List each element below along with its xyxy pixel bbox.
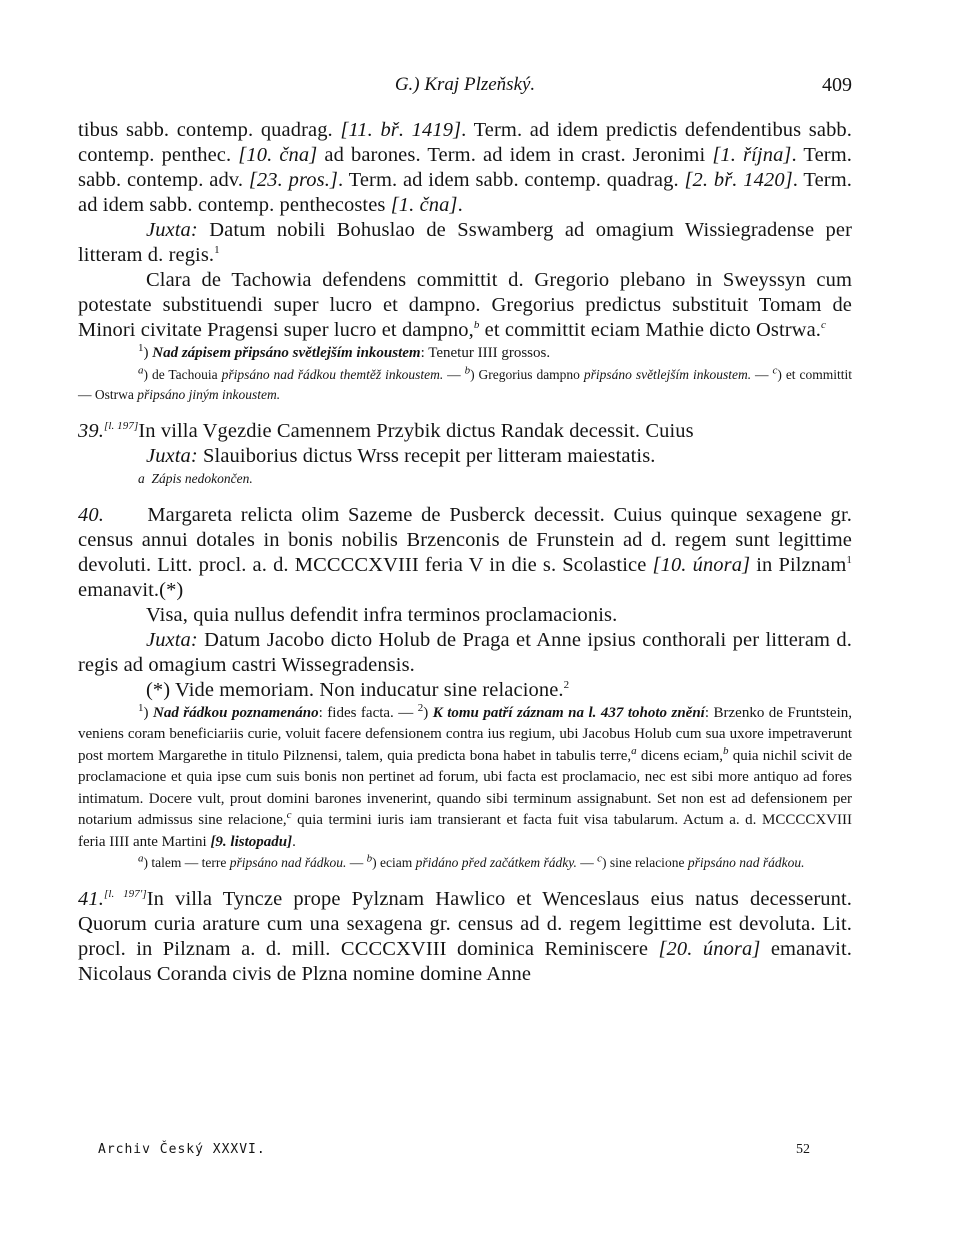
main-text <box>78 118 852 987</box>
text-span: Datum Jacobo dicto Holub de Praga et Anne ipsius conthorali per litteram d. regis ad omagium castri Wissegradensis. <box>78 628 852 676</box>
note-remark: přidáno před začátkem řádky. <box>415 855 577 870</box>
note-mark: a <box>138 852 144 865</box>
footnote-text: quia termini iuris iam transierant et facta fuit visa tabularum. Actum a. d. MCCCCXVIII feria IIII ante Martini <box>78 812 852 850</box>
footnote-text: . <box>292 833 296 850</box>
entry-40-memoriam <box>78 678 852 703</box>
text-span: Clara de Tachowia defendens committit d. Gregorio plebano in Sweyssyn cum potestate substituendi super lucro et dampno. Gregorius predictus substituit Tomam de Minori civitate Pragensi super lucro et dampno, <box>78 269 852 341</box>
date-annotation: [2. bř. 1420] <box>684 169 793 191</box>
footnotes-entry-40: $^1$) Nad řádkou poznamenáno: fides facta. — $^2$) K tomu patří záznam na l. 437 tohoto znění: Brzenko de Fruntstein, veniens coram beneficiariis curie, voluit facere defensionem contra ius regium, ubi Jacobus Holub cum sua uxore impetraverunt post mortem Margarethe in titulo Pilznensi, talem, quia predicta bona habet in tabulis terre,$^a$ dicens eciam,$^b$ quia nichil scivit de proclamacione et quia ipse cum suis bonis non pertinet ad forum, ubi facta est proclamacio, nec est sibi more antiquo ad fores intimatum. Docere vult, prout domini barones invenerint, quando sibi terminum assignabunt. Set non est ad defensionem per notarium admissus sine relacione,$^c$ quia termini iuris iam transierant et facta fuit visa tabularum. Actum a. d. MCCCCXVIII feria IIII ante Martini [9. listopadu]. <box>78 701 853 850</box>
juxta-paragraph <box>78 218 852 268</box>
note-mark: b <box>366 852 373 865</box>
textual-notes-40: $^a$) talem — terre připsáno nad řádkou. — $^b$) eciam přidáno před začátkem řádky. — $^c$) sine relacione připsáno nad řádkou. <box>138 852 805 870</box>
date-annotation: [1. října] <box>712 144 792 166</box>
footnote-text: quia nichil scivit de proclamacione et quia ipse cum suis bonis non pertinet ad forum, ubi facta est proclamacio, nec est sibi more antiquo ad fores intimatum. Docere vult, prout domini barones invenerint, quando sibi terminum assignabunt. Set non est ad defensionem per notarium admissus sine relacione, <box>78 747 853 828</box>
note-mark: c <box>772 364 778 376</box>
note-mark: b <box>723 744 729 757</box>
note-mark: b <box>464 364 471 376</box>
signature-number: 52 <box>796 1142 810 1157</box>
running-header <box>78 74 852 102</box>
text-span: . Term. sabb. contemp. adv. <box>78 144 852 191</box>
note-text: de Tachouia <box>148 366 222 382</box>
text-span: et committit eciam Mathie dicto Ostrwa. <box>479 319 822 341</box>
footnote-text: : Tenetur IIII grossos. <box>420 345 551 361</box>
text-span: . Term. ad idem sabb. contemp. penthecostes <box>78 169 852 216</box>
entry-number: 39. <box>78 419 104 442</box>
date-annotation: [10. února] <box>652 553 751 576</box>
entry-text: In villa Tyncze prope Pylznam Hawlico et Wenceslaus eius natus decesserunt. Quorum curia arature cum una sexagena gr. census ad d. regem legittime est devoluta. Lit. procl. in Pilznam a. d. mill. CCCCXVIII dominica Reminiscere <box>78 888 852 960</box>
entry-number: 40. <box>78 503 104 526</box>
entry-text: Margareta relicta olim Sazeme de Pusberck decessit. Cuius quinque sexagene gr. census annui dotales in bonis nobilis Brzenconis de Frunstein ad d. regem sunt legittime devoluti. Litt. procl. a. d. MCCCCXVIII feria V in die s. Scolastice <box>78 503 852 576</box>
note-text: Gregorius dampno <box>474 366 584 382</box>
footnote-ref: b <box>473 319 480 332</box>
text-span: ad barones. Term. ad idem in crast. Jeronimi <box>317 144 713 166</box>
clara-paragraph <box>78 268 852 343</box>
footnote-text: dicens eciam, <box>636 747 723 764</box>
entry-text: emanavit. Nicolaus Coranda civis de Plzna nomine domine Anne <box>78 938 852 985</box>
entry-39-juxta <box>78 444 852 469</box>
note-remark: připsáno nad řádkou. <box>687 855 805 870</box>
footnote-number: 1 <box>138 342 144 354</box>
entry-text: emanavit.(*) <box>78 578 184 601</box>
footnote-ref: c <box>821 319 826 332</box>
text-span: . Term. ad idem sabb. contemp. quadrag. <box>338 169 685 191</box>
entry-40 <box>78 503 852 603</box>
note-remark: připsáno jiným inkoustem. <box>137 386 281 402</box>
text-span: Datum nobili Bohuslao de Sswamberg ad omagium Wissiegradense per litteram d. regis. <box>78 219 852 266</box>
text-span: (*) Vide memoriam. Non inducatur sine relacione. <box>146 678 564 701</box>
note-text: et committit — Ostrwa <box>78 366 852 402</box>
text-span: Visa, quia nullus defendit infra terminos proclamacionis. <box>146 603 618 626</box>
date-annotation: [11. bř. 1419] <box>340 119 462 141</box>
note-mark: a <box>138 470 145 486</box>
footnote-label: K tomu patří záznam na l. 437 tohoto znění <box>432 704 705 721</box>
footnote-ref: 1 <box>214 244 220 257</box>
footnote-label: Nad zápisem připsáno světlejším inkoustem <box>152 345 421 361</box>
running-title: G.) Kraj Plzeňský. <box>394 74 536 95</box>
footnote-1: $^1$) Nad zápisem připsáno světlejším inkoustem: Tenetur IIII grossos. <box>138 342 551 361</box>
note-remark: připsáno světlejším inkoustem. <box>583 366 752 382</box>
footnote-ref: 2 <box>563 678 570 691</box>
date-annotation: [20. února] <box>658 938 761 960</box>
note-separator: — <box>346 855 367 870</box>
note-remark: připsáno nad řádkou themtěž inkoustem. <box>221 366 444 382</box>
footnote-number: 2 <box>417 701 424 714</box>
note-text: talem — terre <box>148 855 230 870</box>
page-number: 409 <box>822 74 852 96</box>
entry-text: in Pilznam <box>750 553 847 576</box>
text-span: . <box>457 194 463 216</box>
date-annotation: [10. čna] <box>238 144 318 166</box>
note-separator: — <box>576 855 598 870</box>
entry-39 <box>78 419 852 444</box>
note-mark: a <box>138 364 144 376</box>
note-separator: — <box>443 366 465 382</box>
footnote-text: : fides facta. — <box>318 704 418 721</box>
textual-notes: $^a$) de Tachouia připsáno nad řádkou themtěž inkoustem. — $^b$) Gregorius dampno připsáno světlejším inkoustem. — $^c$) et committit — Ostrwa připsáno jiným inkoustem. <box>78 364 852 402</box>
note-mark: a <box>631 744 637 757</box>
entry-number: 41. <box>78 888 104 910</box>
entry-41 <box>78 887 852 987</box>
entry-40-juxta <box>78 628 852 678</box>
date-annotation: [1. čna] <box>390 194 458 216</box>
entry-40-visa <box>78 603 852 628</box>
footnote-number: 1 <box>138 701 144 714</box>
entry-39-note <box>78 469 852 489</box>
entry-text: In villa Vgezdie Camennem Przybik dictus Randak decessit. Cuius <box>138 419 694 442</box>
juxta-label: Juxta: <box>146 219 198 241</box>
note-mark: c <box>286 809 292 821</box>
continuation-paragraph <box>78 118 852 218</box>
text-span: Slauiborius dictus Wrss recepit per litteram maiestatis. <box>197 444 656 467</box>
text-span: . Term. ad idem predictis defendentibus sabb. contemp. penthec. <box>78 119 853 166</box>
footnote-text: : Brzenko de Fruntstein, veniens coram beneficiariis curie, voluit facere defensionem contra ius regium, ubi Jacobus Holub cum sua uxore impetraverunt post mortem Margarethe in titulo Pilznensi, talem, quia predicta bona habet in tabulis terre, <box>78 704 853 764</box>
juxta-label: Juxta: <box>146 444 198 467</box>
footnote-label: Nad řádkou poznamenáno <box>152 704 319 721</box>
folio-ref: [l. 197'] <box>103 888 147 901</box>
footnote-ref: 1 <box>846 553 852 566</box>
text-span: tibus sabb. contemp. quadrag. <box>78 119 341 141</box>
folio-ref: [l. 197] <box>103 419 139 432</box>
note-remark: Zápis nedokončen. <box>151 470 253 486</box>
note-separator: — <box>751 366 773 382</box>
note-remark: připsáno nad řádkou. <box>229 855 347 870</box>
note-text: sine relacione <box>606 855 688 870</box>
note-mark: c <box>597 852 602 865</box>
note-text: eciam <box>376 855 416 870</box>
page-footer <box>98 1142 810 1162</box>
date-annotation: [9. listopadu] <box>210 833 293 850</box>
signature-mark: Archiv Český XXXVI. <box>98 1142 266 1157</box>
juxta-label: Juxta: <box>146 628 198 651</box>
date-annotation: [23. pros.] <box>248 169 338 191</box>
